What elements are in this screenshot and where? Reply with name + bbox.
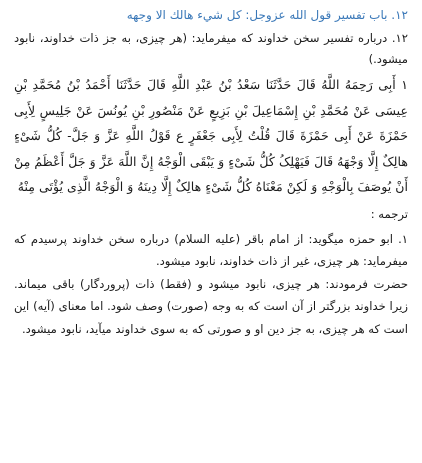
translation-paragraph: حضرت فرمودند: هر چیزی، نابود میشود و (فقط) ذات (پروردگار) باقی میماند. زیرا خداوند بزرگتر از آن است که به وجه (صورت) وصف شود. اما معنای (آیه) این است که هر چیزی، به جز دین او و صورتی که به سوی خداوند میآید، نابود میشود. <box>14 276 408 336</box>
hadith-arabic-text: ١ أَبِی رَحِمَهُ اللَّهُ قَالَ حَدَّثَنَا سَعْدُ بْنُ عَبْدِ اللَّهِ قَالَ حَدَّثَنَا أَحْمَدُ بْنُ مُحَمَّدِ بْنِ عِیسَى عَنْ مُحَمَّدِ بْنِ إِسْمَاعِیلَ بْنِ بَزِیعٍ عَنْ مَنْصُورِ بْنِ یُونُسَ عَنْ جَلِیسٍ لِأَبِی حَمْزَةَ عَنْ أَبِی حَمْزَةَ قَالَ قُلْتُ لِأَبِی جَعْفَرٍ ع قَوْلُ اللَّهِ عَزَّ وَ جَلَّ- کُلُّ شَیْءٍ هالِکٌ إِلَّا وَجْهَهُ قَالَ فَیَهْلِکُ کُلُّ شَیْءٍ وَ یَبْقَى الْوَجْهُ إِنَّ اللَّهَ عَزَّ وَ جَلَّ أَعْظَمُ مِنْ أَنْ یُوصَفَ بِالْوَجْهِ وَ لَکِنْ مَعْنَاهُ کُلُّ شَیْءٍ هالِکٌ إِلَّا دِینَهُ وَ الْوَجْهُ الَّذِی یُؤْتَى مِنْهُ <box>14 77 408 194</box>
translation-body <box>14 228 408 341</box>
chapter-intro: ١٢. درباره تفسیر سخن خداوند که میفرماید: (هر چیزی، به جز ذات خداوند، نابود میشود.) <box>14 31 408 66</box>
translation-label: ترجمه : <box>370 206 408 221</box>
chapter-heading: ١٢. باب تفسير قول الله عزوجل: كل شيء هالك الا وجهه <box>126 8 408 22</box>
translation-paragraph: ١. ابو حمزه میگوید: از امام باقر (علیه السلام) درباره سخن خداوند پرسیدم که میفرماید: هر چیزی، غیر از ذات خداوند، نابود میشود. <box>14 231 408 268</box>
